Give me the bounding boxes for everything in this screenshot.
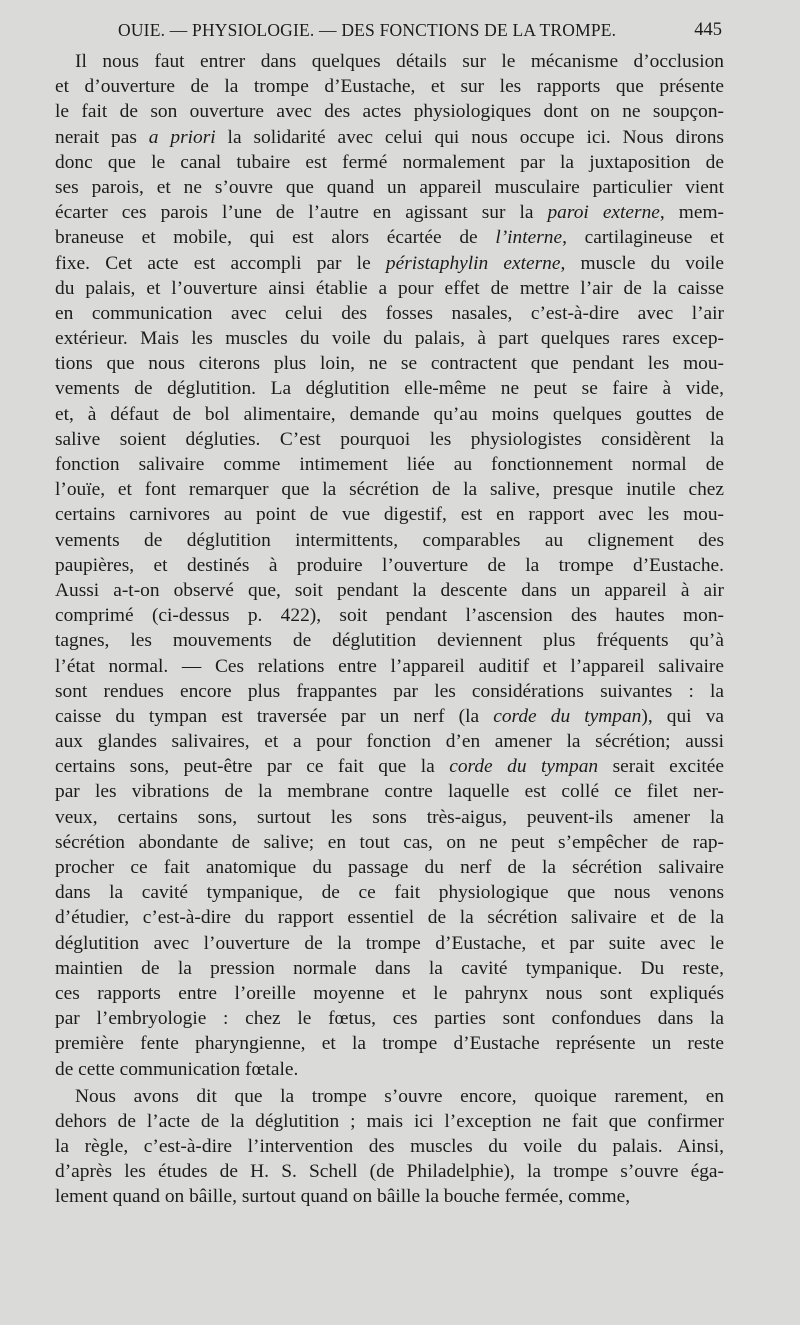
paragraph — [55, 1084, 724, 1210]
header-title: OUIE. — PHYSIOLOGIE. — DES FONCTIONS DE LA TROMPE. — [118, 20, 617, 40]
text-line: fixe. Cet acte est accompli par le péristaphylin externe, muscle du voile — [55, 252, 725, 274]
text-line: veux, certains sons, surtout les sons très-aigus, peuvent-ils amener la — [55, 806, 724, 828]
italic-phrase: a priori — [148, 126, 216, 148]
text-line: salive soient dégluties. C’est pourquoi les physiologistes considèrent la — [55, 428, 724, 450]
text-line: dans la cavité tympanique, de ce fait physiologique que nous venons — [55, 882, 724, 904]
text-line: sécrétion abondante de salive; en tout cas, on ne peut s’empêcher de rap- — [55, 831, 724, 853]
text-line: déglutition avec l’ouverture de la trompe d’Eustache, et par suite avec le — [55, 932, 724, 954]
text-line: d’étudier, c’est-à-dire du rapport essentiel de la sécrétion salivaire et de la — [55, 907, 724, 929]
text-line: donc que le canal tubaire est fermé normalement par la juxtaposition de — [55, 151, 724, 173]
text-line: nerait pas a priori la solidarité avec celui qui nous occupe ici. Nous dirons — [55, 126, 724, 148]
text-line: maintien de la pression normale dans la cavité tympanique. Du reste, — [55, 957, 724, 979]
text-line: sont rendues encore plus frappantes par les considérations suivantes : la — [55, 680, 724, 702]
text-line: et, à défaut de bol alimentaire, demande qu’au moins quelques gouttes de — [55, 403, 724, 425]
text-line: du palais, et l’ouverture ainsi établie a pour effet de mettre l’air de la caisse — [55, 277, 724, 299]
text-line: paupières, et destinés à produire l’ouverture de la trompe d’Eustache. — [55, 554, 724, 576]
text-line: tions que nous citerons plus loin, ne se contractent que pendant les mou- — [55, 353, 724, 375]
text-line: comprimé (ci-dessus p. 422), soit pendant l’ascension des hautes mon- — [55, 605, 724, 627]
text-line: première fente pharyngienne, et la trompe d’Eustache représente un reste — [55, 1033, 724, 1055]
italic-phrase: l’interne — [495, 227, 563, 249]
text-line: d’après les études de H. S. Schell (de Philadelphie), la trompe s’ouvre éga- — [55, 1161, 724, 1183]
text-line: Nous avons dit que la trompe s’ouvre encore, quoique rarement, en — [75, 1085, 724, 1107]
text-line: l’état normal. — Ces relations entre l’appareil auditif et l’appareil salivaire — [55, 655, 724, 677]
text-line: extérieur. Mais les muscles du voile du palais, à part quelques rares excep- — [55, 328, 724, 350]
text-line: lement quand on bâille, surtout quand on bâille la bouche fermée, comme, — [55, 1186, 631, 1208]
text-line: dehors de l’acte de la déglutition ; mais ici l’exception ne fait que confirmer — [55, 1110, 724, 1132]
text-line: Aussi a-t-on observé que, soit pendant la descente dans un appareil à air — [55, 579, 724, 601]
text-line: de cette communication fœtale. — [55, 1058, 299, 1080]
text-line: aux glandes salivaires, et a pour fonction d’en amener la sécrétion; aussi — [55, 731, 724, 753]
text-line: tagnes, les mouvements de déglutition deviennent plus fréquents qu’à — [55, 630, 724, 652]
text-line: par l’embryologie : chez le fœtus, ces parties sont confondues dans la — [55, 1008, 724, 1030]
text-line: le fait de son ouverture avec des actes physiologiques dont on ne soupçon- — [55, 101, 724, 123]
text-line: ces rapports entre l’oreille moyenne et le pahrynx nous sont expliqués — [55, 982, 724, 1004]
text-line: certains carnivores au point de vue digestif, est en rapport avec les mou- — [55, 504, 724, 526]
paragraph — [55, 49, 724, 1082]
italic-phrase: corde du tympan — [449, 756, 599, 778]
italic-phrase: corde du tympan — [493, 705, 642, 727]
page-number: 445 — [694, 20, 722, 40]
text-line: en communication avec celui des fosses nasales, c’est-à-dire avec l’air — [55, 302, 724, 324]
text-line: procher ce fait anatomique du passage du nerf de la sécrétion salivaire — [55, 857, 724, 878]
text-line: ses parois, et ne s’ouvre que quand un appareil musculaire particulier vient — [55, 176, 724, 198]
text-line: fonction salivaire comme intimement liée au fonctionnement normal de — [55, 454, 724, 475]
text-line: par les vibrations de la membrane contre laquelle est collé ce filet ner- — [55, 781, 724, 803]
text-line: caisse du tympan est traversée par un nerf (la corde du tympan), qui va — [55, 705, 724, 727]
text-line: écarter ces parois l’une de l’autre en agissant sur la paroi externe, mem- — [55, 202, 725, 224]
text-line: certains sons, peut-être par ce fait que la corde du tympan serait excitée — [55, 756, 724, 778]
text-line: Il nous faut entrer dans quelques détails sur le mécanisme d’occlusion — [75, 51, 724, 72]
body-text — [55, 49, 724, 1210]
italic-phrase: paroi externe — [547, 202, 660, 224]
text-line: vements de déglutition. La déglutition elle-même ne peut se faire à vide, — [55, 378, 724, 400]
text-line: braneuse et mobile, qui est alors écartée de l’interne, cartilagineuse et — [55, 227, 724, 249]
text-line: vements de déglutition intermittents, comparables au clignement des — [55, 529, 724, 551]
text-line: la règle, c’est-à-dire l’intervention des muscles du voile du palais. Ainsi, — [55, 1136, 724, 1158]
running-header — [0, 20, 800, 44]
text-line: et d’ouverture de la trompe d’Eustache, et sur les rapports que présente — [55, 76, 724, 98]
text-line: l’ouïe, et font remarquer que la sécrétion de la salive, presque inutile chez — [55, 479, 724, 501]
italic-phrase: péristaphylin externe — [385, 252, 561, 274]
